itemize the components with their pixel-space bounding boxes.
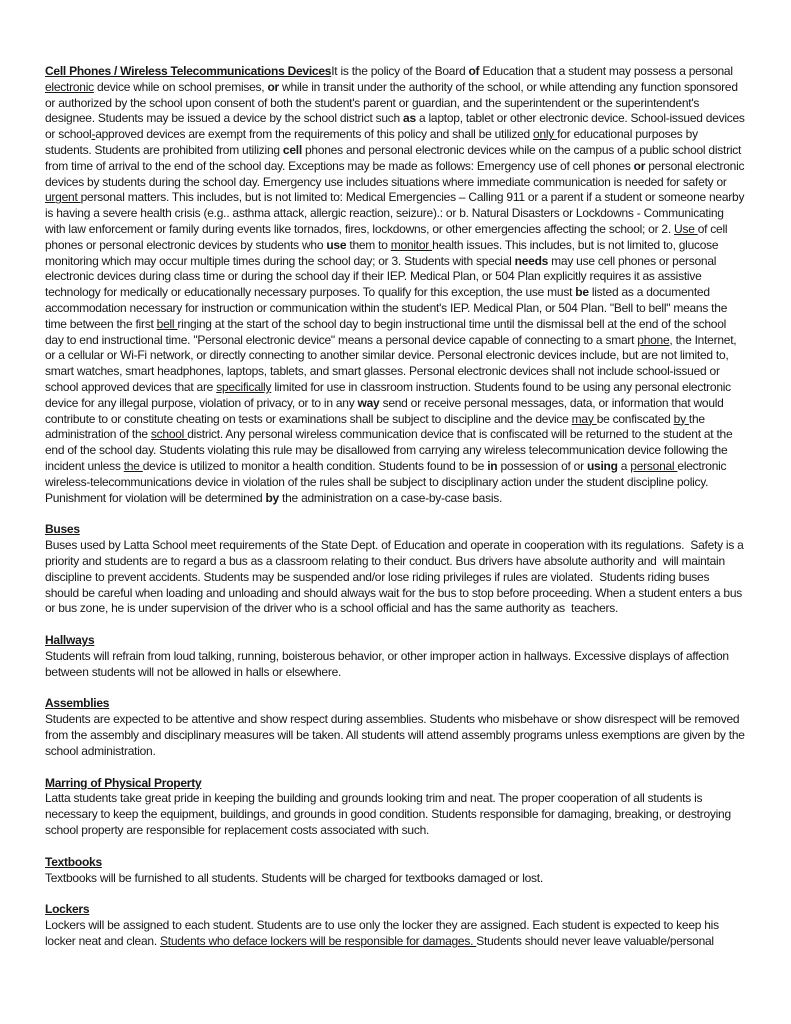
text-run: device is utilized to monitor a health condition. Students found to be <box>142 458 488 473</box>
text-run: health issues. This includes, but is not limited to, glucose monitoring which may occur multiple times during the school day; or 3. Students with special <box>45 237 722 268</box>
text-run: possession of or <box>497 458 587 473</box>
text-run: It is the policy of the Board <box>331 64 469 78</box>
paragraph <box>45 791 746 838</box>
text-run: Cell Phones / Wireless Telecommunications Devices <box>45 64 332 78</box>
text-run: the administration on a case-by-case basis. <box>278 490 503 505</box>
text-run: using <box>586 458 618 473</box>
paragraph <box>45 64 746 506</box>
text-run: phones and personal electronic devices while on the campus of a public school district from time of arrival to the end of the school day. Exceptions may be made as follows: Emergency use of cell phones <box>45 142 745 173</box>
section-textbooks <box>45 855 746 887</box>
text-run: - <box>91 127 96 142</box>
text-run: Lockers will be assigned to each student. Students are to use only the locker they are assigned. Each student is expected to keep his locker neat and clean. <box>45 918 722 949</box>
text-run: Latta students take great pride in keeping the building and grounds looking trim and neat. The proper cooperation of all students is necessary to keep the equipment, buildings, and grounds in good condition. Students responsible for damaging, breaking, or destroying school property are responsible for replacement costs associated with such. <box>45 791 734 838</box>
section-heading-textbooks: Textbooks <box>45 854 102 869</box>
text-run: Students who deface lockers will be responsible for damages. <box>160 934 477 949</box>
text-run: send or receive personal messages, data, or information that would contribute to or constitute cheating on tests or examinations shall be subject to discipline and the device <box>45 395 727 426</box>
section-assemblies <box>45 696 746 759</box>
text-run: monitor <box>390 237 433 252</box>
text-run: Education that a student may possess a personal <box>479 64 736 78</box>
section-hallways <box>45 633 746 680</box>
text-run: listed as a documented accommodation necessary for instruction or communication within the student's IEP. Medical Plan, or 504 Plan. "Bell to bell" means the time between the first <box>45 285 731 331</box>
section-marring-of-physical-property <box>45 776 746 839</box>
text-run: Students are expected to be attentive and show respect during assemblies. Students who misbehave or show disrespect will be removed from the assembly and disciplinary measures will be taken. All students will attend assembly programs unless exemptions are given by the school administration. <box>45 712 748 758</box>
text-run: as <box>403 111 416 126</box>
text-run: approved devices are exempt from the requirements of this policy and shall be utilized <box>95 127 534 142</box>
section-heading-marring-of-physical-property: Marring of Physical Property <box>45 775 202 790</box>
text-run: be confiscated <box>596 411 674 426</box>
text-run: a <box>617 458 631 473</box>
text-run: bell <box>156 316 178 331</box>
text-run: while in transit under the authority of the school, or while attending any function sponsored or authorized by the school upon consent of both the student's parent or guardian, and the superintendent or the superintendent's designee. Students may be issued a device by the school district such <box>45 79 741 126</box>
paragraph <box>45 712 746 759</box>
text-run: electronic wireless-telecommunications device in violation of the rules shall be subject to disciplinary action under the student discipline policy. Punishment for violation will be determined <box>45 458 730 505</box>
text-run: specifically <box>216 379 272 394</box>
text-run: Use <box>674 221 698 236</box>
document-sections <box>45 64 746 950</box>
text-run: cell <box>282 142 302 157</box>
section-heading-assemblies: Assemblies <box>45 696 110 711</box>
text-run: electronic <box>45 79 94 94</box>
section-buses <box>45 522 746 617</box>
text-run: or <box>267 79 279 94</box>
text-run: of cell phones or personal electronic devices by students who <box>45 221 731 252</box>
text-run: school <box>150 427 188 442</box>
text-run: the <box>123 458 143 473</box>
text-run: limited for use in classroom instruction. Students found to be using any personal electronic device for any illegal purpose, violation of privacy, or to in any <box>45 379 735 410</box>
text-run: them to <box>346 237 391 252</box>
text-run: may <box>571 411 597 426</box>
text-run: ringing at the start of the school day to begin instructional time until the dismissal bell at the end of the school day to end instructional time. "Personal electronic device" means a personal device capable of connecting to a smart <box>45 316 730 347</box>
text-run: be <box>575 285 589 300</box>
text-run: by <box>265 490 279 505</box>
text-run: personal matters. This includes, but is not limited to: Medical Emergencies – Calling 911 or a parent if a student or someone nearby is having a severe health crisis (e.g.. asthma attack, allergic reaction, seizure).: or b. Natural Disasters or Lockdowns - Communicating with law enforcement or family during events like tornados, fires, lockdowns, or other emergencies affecting the school; or 2. <box>45 190 748 236</box>
text-run: Buses used by Latta School meet requirements of the State Dept. of Education and operate in cooperation with its regulations. Safety is a priority and students are to regard a bus as a classroom relating to their conduct. Bus drivers have absolute authority and will maintain discipline to prevent accidents. Students may be suspended and/or lose riding privileges if rules are violated. Students riding buses should be careful when loading and unloading and should always wait for the bus to stop before proceeding. When a student enters a bus or bus zone, he is under supervision of the driver who is a school official and has the same authority as teachers. <box>45 538 747 616</box>
paragraph <box>45 649 746 681</box>
text-run: a laptop, tablet or other electronic device. School-issued devices or school <box>45 111 748 142</box>
text-run: use <box>326 237 347 252</box>
section-heading-lockers: Lockers <box>45 902 90 917</box>
text-run: of <box>468 64 480 78</box>
text-run: for educational purposes by students. Students are prohibited from utilizing <box>45 127 701 157</box>
section-cell-phones-wireless-telecommunications-devices <box>45 64 746 506</box>
text-run: the administration of the <box>45 411 708 442</box>
text-run: way <box>357 395 380 410</box>
section-lockers <box>45 902 746 949</box>
text-run: may use cell phones or personal electronic devices during class time or during the school day if their IEP. Medical Plan, or 504 Plan explicitly requires it as assistive technology for medically or educationally necessary purposes. To qualify for this exception, the use must <box>45 253 720 300</box>
text-run: Students should never leave valuable/personal <box>476 934 714 949</box>
text-run: phone <box>637 332 670 347</box>
text-run: Students will refrain from loud talking, running, boisterous behavior, or other improper action in hallways. Excessive displays of affection between students will not be allowed in halls or elsewhere. <box>45 648 732 679</box>
text-run: device while on school premises, <box>93 79 268 94</box>
paragraph <box>45 918 746 950</box>
paragraph <box>45 871 746 887</box>
text-run: , the Internet, or a cellular or Wi-Fi network, or directly connecting to another similar device. Personal electronic devices include, but are not limited to, smart watches, smart headphones, laptops, tablets, and smart glasses. Personal electronic devices shall not include school-issued or school approved devices that are <box>45 332 740 394</box>
section-heading-hallways: Hallways <box>45 633 95 648</box>
text-run: in <box>487 458 498 473</box>
text-run: personal <box>630 458 678 473</box>
text-run: only <box>533 127 558 142</box>
section-heading-buses: Buses <box>45 522 80 537</box>
text-run: district. Any personal wireless communication device that is confiscated will be returned to the student at the end of the school day. Students violating this rule may be disallowed from carrying any wireless telecommunication device following the incident unless <box>45 427 736 473</box>
text-run: needs <box>514 253 549 268</box>
paragraph <box>45 538 746 617</box>
text-run: Textbooks will be furnished to all students. Students will be charged for textbooks damaged or lost. <box>45 870 543 885</box>
text-run: urgent <box>45 190 81 205</box>
text-run: personal electronic devices by students during the school day. Emergency use includes situations where immediate communication is needed for safety or <box>45 158 748 189</box>
text-run: by <box>673 411 689 426</box>
text-run: or <box>633 158 646 173</box>
